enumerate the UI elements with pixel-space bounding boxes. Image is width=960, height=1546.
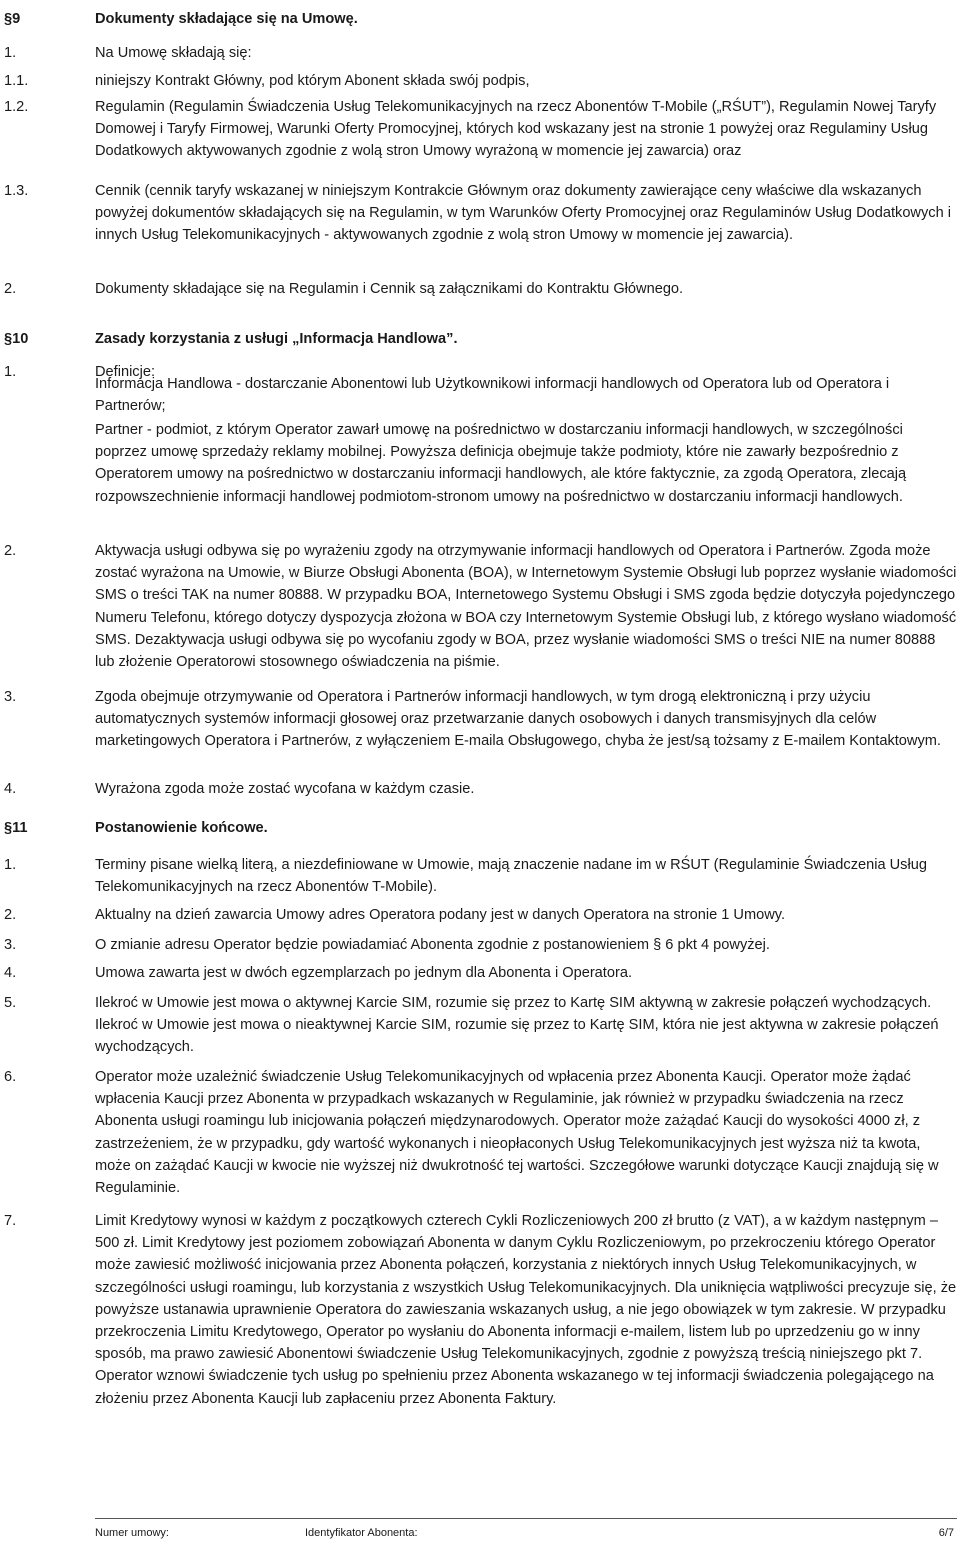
clause-number: 2. [4,543,17,559]
clause-number: 1. [4,45,17,61]
clause-text: niniejszy Kontrakt Główny, pod którym Abonent składa swój podpis, [95,73,530,89]
clause-text: Wyrażona zgoda może zostać wycofana w każdym czasie. [95,781,475,797]
page-footer [0,1526,960,1546]
clause-number: 1. [4,857,17,873]
clause-number: 5. [4,995,17,1011]
clause-text: Definicje: [95,364,156,380]
page-number: 6/7 [938,1527,954,1539]
contract-number-label: Numer umowy: [95,1527,169,1539]
clause-text: Dokumenty składające się na Regulamin i Cennik są załącznikami do Kontraktu Głównego. [95,281,684,297]
clause-text: Zgoda obejmuje otrzymywanie od Operatora i Partnerów informacji handlowych, w tym drogą elektroniczną i przy użyciu automatycznych systemów informacji głosowej oraz przetwarzanie danych osobowych i danych transmisyjnych dla celów marketingowych Operatora i Partnerów, z wyłączeniem E-maila Obsługowego, chyba że jest/są tożsamy z E-mailem Kontaktowym. [95,689,941,750]
section-number: §10 [4,331,29,347]
clause-number: 1.1. [4,73,29,89]
clause-text: Umowa zawarta jest w dwóch egzemplarzach po jednym dla Abonenta i Operatora. [95,965,633,981]
clause-number: 3. [4,689,17,705]
clause-text: Na Umowę składają się: [95,45,252,61]
clause-text: Ilekroć w Umowie jest mowa o aktywnej Karcie SIM, rozumie się przez to Kartę SIM aktywną w zakresie połączeń wychodzących. Ilekroć w Umowie jest mowa o nieaktywnej Karcie SIM, rozumie się przez to Kartę SIM, która nie jest aktywna w zakresie połączeń wychodzących. [95,995,939,1056]
clause-text: Partner - podmiot, z którym Operator zawarł umowę na pośrednictwo w dostarczaniu informacji handlowych, w szczególności poprzez umowę sprzedaży reklamy mobilnej. Powyższa definicja obejmuje także podmioty, które nie zawarły bezpośrednio z Operatorem umowy na pośrednictwo w dostarczaniu informacji handlowych, ale które faktycznie, za zgodą Operatora, zlecają rozpowszechnienie informacji handlowej podmiotom-stronom umowy na pośrednictwo w dostarczaniu informacji handlowych. [95,422,907,505]
clause-number: 4. [4,965,17,981]
subscriber-id-label: Identyfikator Abonenta: [305,1527,418,1539]
clause-number: 1.2. [4,99,29,115]
clause-number: 1. [4,364,17,380]
clause-text: Aktywacja usługi odbywa się po wyrażeniu zgody na otrzymywanie informacji handlowych od Operatora i Partnerów. Zgoda może zostać wyrażona na Umowie, w Biurze Obsługi Abonenta (BOA), w Internetowym Systemie Obsługi lub poprzez wysłanie wiadomości SMS o treści TAK na numer 80888. W przypadku BOA, Internetowego Systemu Obsługi i SMS zgoda będzie dotyczyła pojedynczego Numeru Telefonu, którego dotyczy dyspozycja złożona w BOA czy Internetowym Systemie Obsługi lub, z którego wysłano wiadomość SMS. Dezaktywacja usługi odbywa się po wycofaniu zgody w BOA, przez wysłanie wiadomości SMS o treści NIE na numer 80888 lub złożenie Operatorowi stosownego oświadczenia na piśmie. [95,543,957,671]
section-number: §11 [4,820,28,836]
section-title: Dokumenty składające się na Umowę. [95,11,358,27]
clause-text: Limit Kredytowy wynosi w każdym z początkowych czterech Cykli Rozliczeniowych 200 zł brutto (z VAT), a w każdym następnym – 500 zł. Limit Kredytowy jest poziomem zobowiązań Abonenta w danym Cyklu Rozliczeniowym, po przekroczeniu którego Operator może zawiesić możliwość inicjowania przez Abonenta połączeń, korzystania z niektórych innych Usług Telekomunikacyjnych, w szczególności usługi roamingu, lub korzystania z wszystkich Usług Telekomunikacyjnych. Dla uniknięcia wątpliwości precyzuje się, że powyższe ustanawia uprawnienie Operatora do zawieszania wskazanych usług, a nie jego obowiązek w tym zakresie. W przypadku przekroczenia Limitu Kredytowego, Operator po wysłaniu do Abonenta informacji e-mailem, listem lub po uprzedzeniu go w inny sposób, ma prawo zawiesić Abonentowi świadczenie Usług Telekomunikacyjnych, zgodnie z powyższą treścią niniejszego pkt 7. Operator wznowi świadczenie tych usług po spełnieniu przez Abonenta wskazanego w tej informacji świadczenia polegającego na złożeniu przez Abonenta Kaucji lub zapłaceniu przez Abonenta Faktury. [95,1213,957,1407]
clause-number: 7. [4,1213,17,1229]
clause-text: Regulamin (Regulamin Świadczenia Usług Telekomunikacyjnych na rzecz Abonentów T-Mobile („RŚUT”), Regulamin Nowej Taryfy Domowej i Taryfy Firmowej, Warunki Oferty Promocyjnej, których kod wskazany jest na stronie 1 powyżej oraz Regulaminy Usług Dodatkowych aktywowanych zgodnie z wolą stron Umowy wyrażoną w momencie jej zawarcia) oraz [95,99,937,160]
clause-number: 1.3. [4,183,29,199]
clause-number: 4. [4,781,17,797]
clause-text: Aktualny na dzień zawarcia Umowy adres Operatora podany jest w danych Operatora na stronie 1 Umowy. [95,907,786,923]
clause-text: Operator może uzależnić świadczenie Usług Telekomunikacyjnych od wpłacenia przez Abonenta Kaucji. Operator może żądać wpłacenia Kaucji przez Abonenta w przypadkach wskazanych w Regulaminie, jak również w przypadku świadczenia na rzecz Abonenta usługi roamingu lub inicjowania połączeń międzynarodowych. Operator może zażądać Kaucji do wysokości 4000 zł, z zastrzeżeniem, że w przypadku, gdy wartość wykonanych i nieopłaconych Usług Telekomunikacyjnych jest wyższa niż ta kwota, może on zażądać Kaucji w kwocie nie wyższej niż dwukrotność tej wartości. Szczegółowe warunki dotyczące Kaucji znajdują się w Regulaminie. [95,1069,939,1197]
section-title: Postanowienie końcowe. [95,820,268,836]
clause-text: O zmianie adresu Operator będzie powiadamiać Abonenta zgodnie z postanowieniem § 6 pkt 4 powyżej. [95,937,770,953]
clause-text: Terminy pisane wielką literą, a niezdefiniowane w Umowie, mają znaczenie nadane im w RŚUT (Regulaminie Świadczenia Usług Telekomunikacyjnych na rzecz Abonentów T-Mobile). [95,857,927,896]
footer-divider [95,1518,957,1519]
clause-text: Informacja Handlowa - dostarczanie Abonentowi lub Użytkownikowi informacji handlowych od Operatora lub od Operatora i Partnerów; [95,376,890,415]
section-title: Zasady korzystania z usługi „Informacja Handlowa”. [95,331,458,347]
clause-number: 6. [4,1069,17,1085]
clause-number: 2. [4,281,17,297]
clause-number: 3. [4,937,17,953]
clause-number: 2. [4,907,17,923]
clause-text: Cennik (cennik taryfy wskazanej w niniejszym Kontrakcie Głównym oraz dokumenty zawierające ceny właściwe dla wskazanych powyżej dokumentów składających się na Regulamin, w tym Warunków Oferty Promocyjnej oraz Regulaminów Usług Dodatkowych i innych Usług Telekomunikacyjnych - aktywowanych zgodnie z wolą stron Umowy w momencie jej zawarcia). [95,183,951,244]
section-number: §9 [4,11,21,27]
